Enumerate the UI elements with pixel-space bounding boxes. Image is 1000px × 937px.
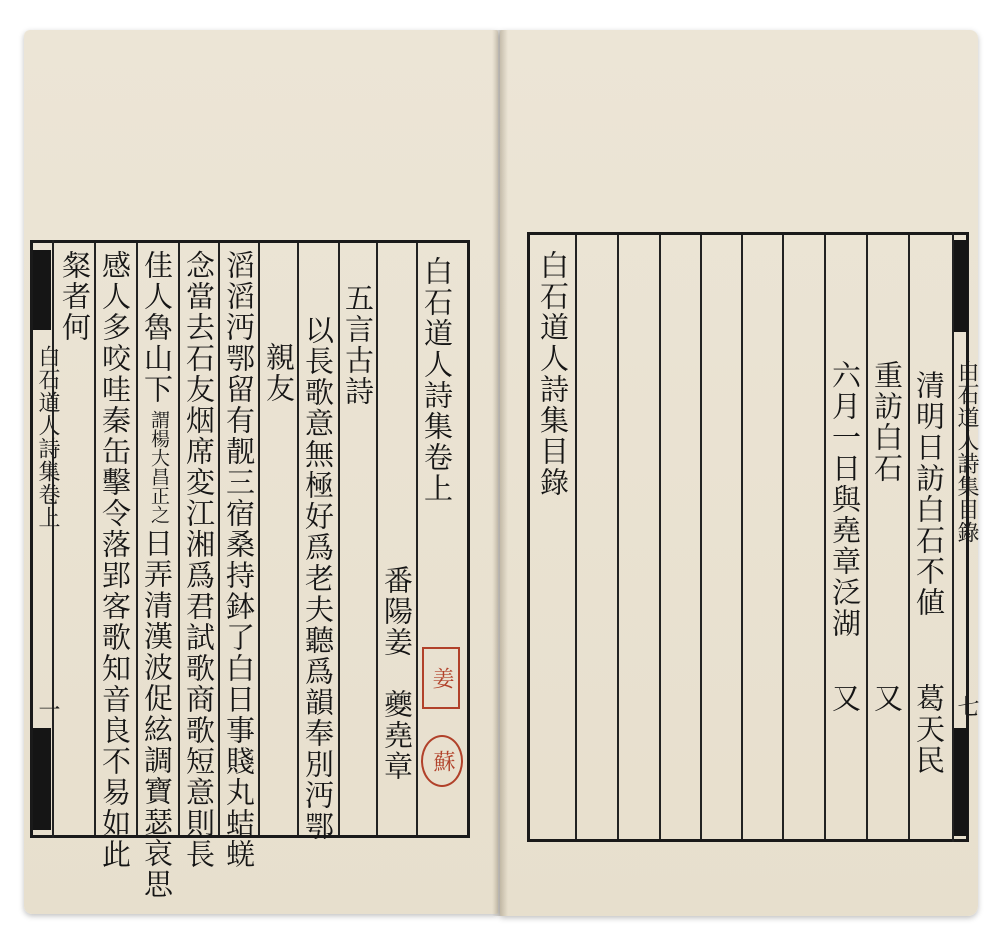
column-rule — [376, 243, 378, 835]
fold-black-bar-bottom — [954, 728, 968, 836]
book-gutter — [492, 30, 508, 916]
red-seal-oval: 蘇 — [421, 735, 463, 787]
volume-title: 白石道人詩集卷上 — [420, 256, 454, 504]
column-rule — [136, 243, 138, 835]
column-rule — [782, 235, 784, 839]
poem-line-1: 滔滔沔鄂留有靓三宿桑持鉢了白日事賤丸蛣蜣 — [222, 250, 256, 870]
red-seal-square: 姜 — [422, 647, 460, 709]
poem-line-4: 感人多咬哇秦缶擊令落郢客歌知音良不易如此 — [98, 250, 132, 870]
entry-2-title: 重訪白石 — [870, 360, 904, 484]
left-page-number: 一 — [35, 698, 60, 721]
poem-title-cont: 親友 — [262, 342, 296, 404]
fold-black-bar-bottom — [33, 728, 51, 830]
column-rule — [94, 243, 96, 835]
fold-black-bar-top — [33, 250, 51, 330]
fold-black-bar-top — [954, 240, 968, 332]
entry-3-title: 六月一日與堯章泛湖 — [828, 360, 862, 639]
section-heading: 五言古詩 — [341, 283, 375, 407]
right-page-number: 七 — [954, 695, 979, 718]
poem-line-5: 粲者何 — [58, 250, 92, 343]
column-rule — [908, 235, 910, 839]
entry-2-author: 又 — [870, 683, 904, 714]
contents-title: 白石道人詩集目錄 — [536, 250, 570, 498]
poem-line-3b: 日弄清漢波促絃調寶瑟哀思 — [140, 528, 174, 900]
column-rule — [258, 243, 260, 835]
column-rule — [700, 235, 702, 839]
entry-3-author: 又 — [828, 683, 862, 714]
column-rule — [178, 243, 180, 835]
poem-title: 以長歌意無極好爲老夫聽爲韻奉別沔鄂 — [301, 315, 335, 842]
poem-annotation: 謂楊大昌正之 — [148, 410, 170, 524]
right-page-frame — [527, 232, 969, 842]
column-rule — [866, 235, 868, 839]
poem-line-3a: 佳人魯山下 — [140, 250, 174, 405]
column-rule — [617, 235, 619, 839]
left-fold-title: 白石道人詩集卷上 — [35, 345, 60, 529]
column-rule — [416, 243, 418, 835]
fold-line — [52, 240, 54, 838]
right-fold-title: 白石道人詩集目錄 — [954, 360, 979, 544]
column-rule — [218, 243, 220, 835]
column-rule — [297, 243, 299, 835]
author-line: 番陽姜 夔堯章 — [380, 565, 414, 782]
entry-1-title: 清明日訪白石不値 — [912, 370, 946, 618]
column-rule — [575, 235, 577, 839]
column-rule — [659, 235, 661, 839]
column-rule — [741, 235, 743, 839]
column-rule — [824, 235, 826, 839]
entry-1-author: 葛天民 — [912, 683, 946, 776]
column-rule — [338, 243, 340, 835]
poem-line-2: 念當去石友烟席変江湘爲君試歌商歌短意則長 — [182, 250, 216, 870]
